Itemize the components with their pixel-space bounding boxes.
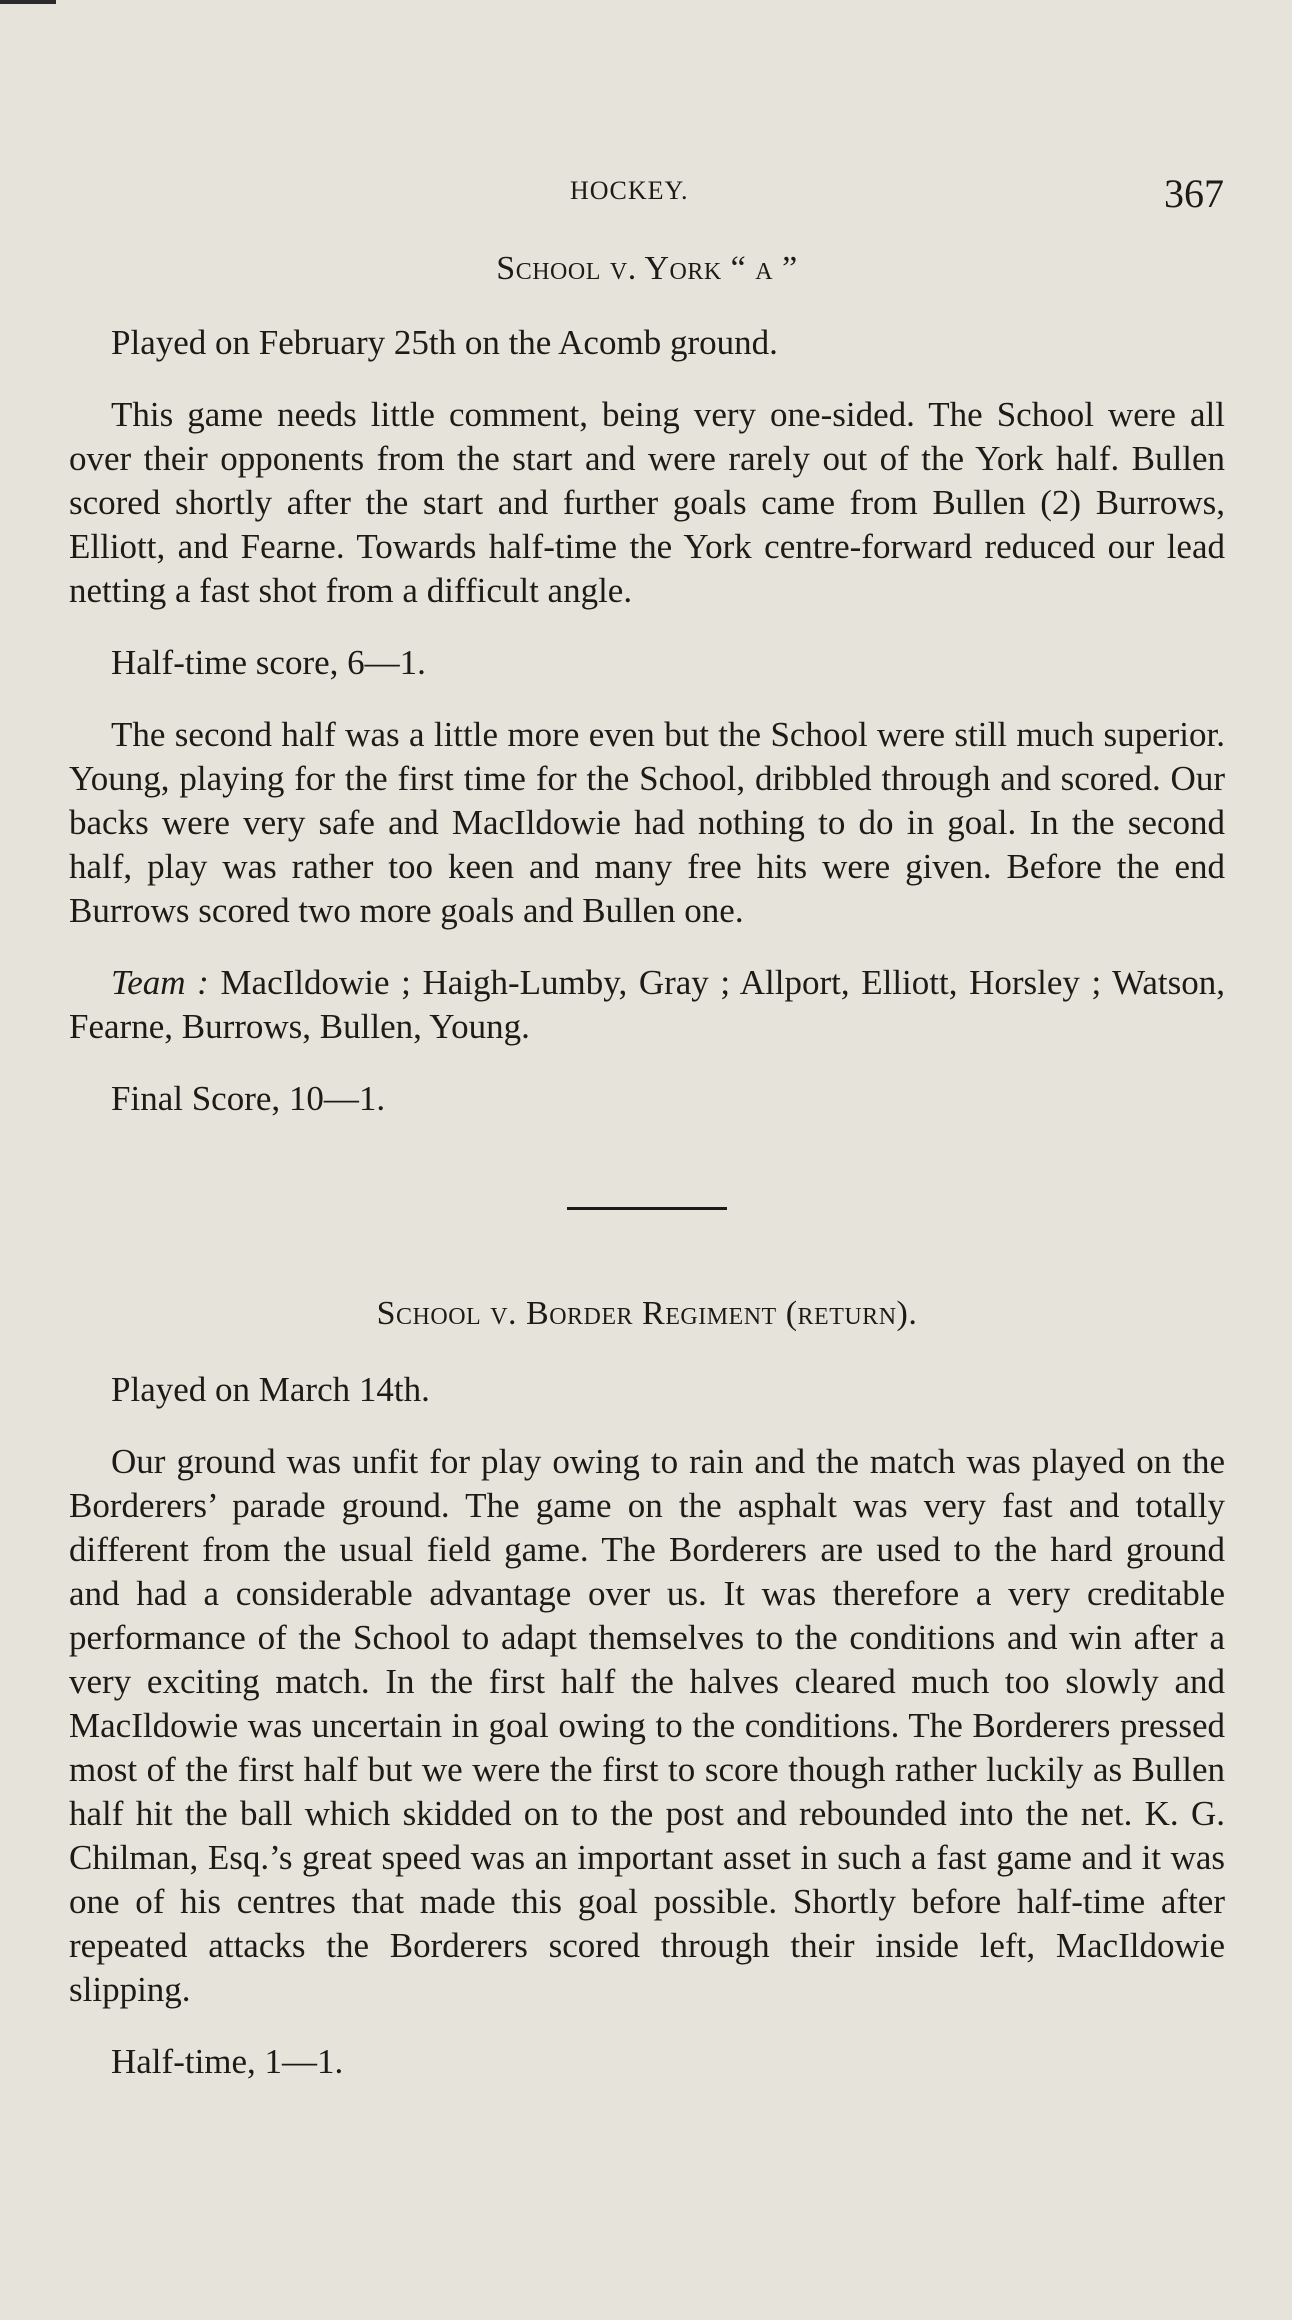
- match-date-york: Played on February 25th on the Acomb ground.: [111, 323, 778, 362]
- match-report-border-regiment: Our ground was unfit for play owing to rain and the match was played on the Borderers’ parade ground. The game on the asphalt was very fast and totally different from the usual field game. The Borderers are used to the hard ground and had a considerable advantage over us. It was therefore a very creditable performance of the School to adapt themselves to the conditions and win after a very exciting match. In the first half the halves cleared much too slowly and MacIldowie was uncertain in goal owing to the conditions. The Borderers pressed most of the first half but we were the first to score though rather luckily as Bullen half hit the ball which skidded on to the post and rebounded into the net. K. G. Chilman, Esq.’s great speed was an important asset in such a fast game and it was one of his centres that made this goal possible. Shortly before half-time after repeated attacks the Borderers scored through their inside left, MacIldowie slipping.: [69, 1442, 1225, 2009]
- team-label: Team :: [111, 963, 209, 1002]
- team-line: [69, 961, 1225, 1049]
- half-time-score-border-regiment: Half-time, 1—1.: [111, 2042, 344, 2081]
- running-head: [0, 170, 1292, 220]
- section-divider: [567, 1207, 727, 1210]
- scan-edge-mark: [0, 0, 56, 4]
- final-score-york: Final Score, 10—1.: [111, 1079, 386, 1118]
- text-column: [69, 245, 1225, 2112]
- half-time-score-york: Half-time score, 6—1.: [111, 643, 426, 682]
- running-title: HOCKEY.: [570, 176, 689, 205]
- page-number: 367: [1164, 171, 1224, 216]
- match-date-border-regiment: Played on March 14th.: [111, 1370, 430, 1409]
- team-members: MacIldowie ; Haigh-Lumby, Gray ; Allport, Elliott, Horsley ; Watson, Fearne, Burrows, Bullen, Young.: [69, 963, 1226, 1046]
- match-heading-border-regiment: School v. Border Regiment (return).: [376, 1295, 918, 1332]
- match-heading-york: School v. York “ a ”: [496, 250, 798, 287]
- match-report-york-first-half: This game needs little comment, being very one-sided. The School were all over their opponents from the start and were rarely out of the York half. Bullen scored shortly after the start and further goals came from Bullen (2) Burrows, Elliott, and Fearne. Towards half-time the York centre-forward reduced our lead netting a fast shot from a difficult angle.: [69, 395, 1225, 610]
- match-report-york-second-half: The second half was a little more even but the School were still much superior. Young, playing for the first time for the School, dribbled through and scored. Our backs were very safe and MacIldowie had nothing to do in goal. In the second half, play was rather too keen and many free hits were given. Before the end Burrows scored two more goals and Bullen one.: [69, 715, 1225, 930]
